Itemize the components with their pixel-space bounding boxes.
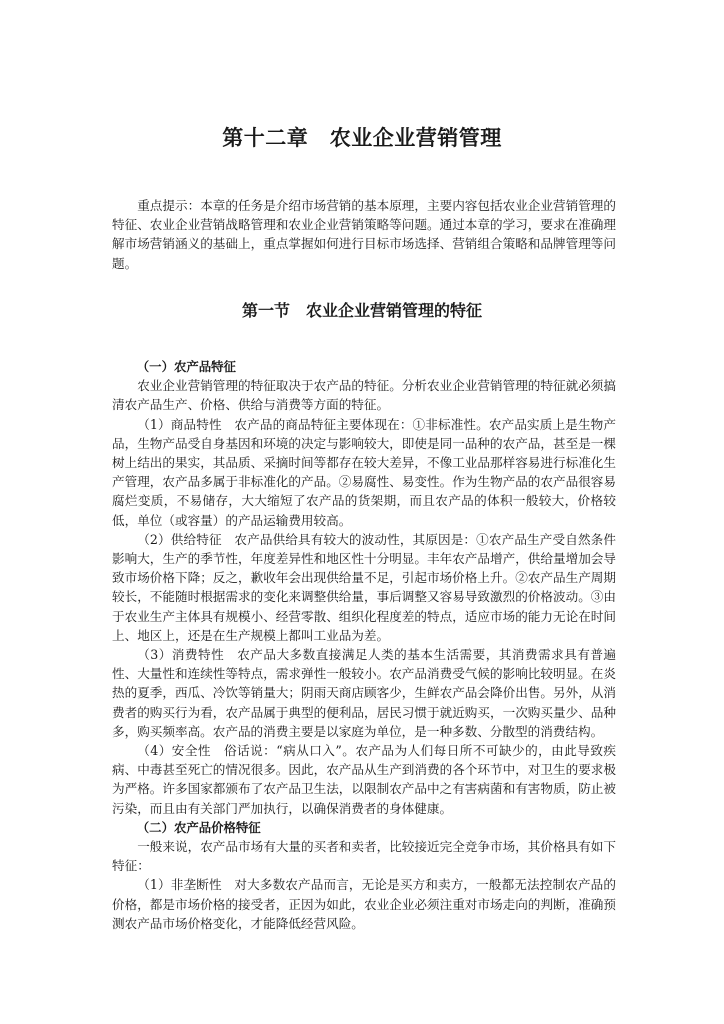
section-body xyxy=(112,357,616,933)
summary-paragraph: 重点提示：本章的任务是介绍市场营销的基本原理，主要内容包括农业企业营销管理的特征、农业企业营销战略管理和农业企业营销策略等问题。通过本章的学习，要求在准确理解市场营销涵义的基础上，重点掌握如何进行目标市场选择、营销组合策略和品牌管理等问题。 xyxy=(112,198,616,271)
paragraph-intro: 农业企业营销管理的特征取决于农产品的特征。分析农业企业营销管理的特征就必须搞清农产品生产、价格、供给与消费等方面的特征。 xyxy=(112,378,616,413)
paragraph-non-monopoly: （1）非垄断性 对大多数农产品而言，无论是买方和卖方，一般都无法控制农产品的价格，都是市场价格的接受者，正因为如此，农业企业必须注重对市场走向的判断，准确预测农产品市场价格变化，才能降低经营风险。 xyxy=(112,877,616,931)
subsection-heading-product-features: （一）农产品特征 xyxy=(136,359,236,374)
paragraph-supply-features: （2）供给特征 农产品供给具有较大的波动性，其原因是：①农产品生产受自然条件影响大，生产的季节性，年度差异性和地区性十分明显。丰年农产品增产，供给量增加会导致市场价格下降；反之，歉收年会出现供给量不足，引起市场价格上升。②农产品生产周期较长，不能随时根据需求的变化来调整供给量，事后调整又容易导致激烈的价格波动。③由于农业生产主体具有规模小、经营零散、组织化程度差的特点，适应市场的能力无论在时间上、地区上，还是在生产规模上都叫工业品为差。 xyxy=(112,531,616,643)
section-title: 第一节 农业企业营销管理的特征 xyxy=(241,301,482,320)
key-points-summary xyxy=(112,196,616,273)
paragraph-commodity-features: （1）商品特性 农产品的商品特征主要体现在：①非标准性。农产品实质上是生物产品，生物产品受自身基因和环境的决定与影响较大，即使是同一品种的农产品，甚至是一棵树上结出的果实，其品质、采摘时间等都存在较大差异，不像工业品那样容易进行标准化生产管理，农产品多属于非标准化的产品。②易腐性、易变性。作为生物产品的农产品很容易腐烂变质，不易储存，大大缩短了农产品的货架期，而且农产品的体积一般较大，价格较低，单位（或容量）的产品运输费用较高。 xyxy=(112,416,616,528)
subsection-heading-price-features: （二）农产品价格特征 xyxy=(136,819,261,835)
paragraph-consumption-features: （3）消费特性 农产品大多数直接满足人类的基本生活需要，其消费需求具有普遍性、大量性和连续性等特点，需求弹性一般较小。农产品消费受气候的影响比较明显。在炎热的夏季，西瓜、冷饮等销量大；阴雨天商店顾客少，生鲜农产品会降价出售。另外，从消费者的购买行为看，农产品属于典型的便利品，居民习惯于就近购买，一次购买量少、品种多，购买频率高。农产品的消费主要是以家庭为单位，是一种多数、分散型的消费结构。 xyxy=(112,647,616,739)
chapter-title: 第十二章 农业企业营销管理 xyxy=(222,126,502,150)
paragraph-price-intro: 一般来说，农产品市场有大量的买者和卖者，比较接近完全竞争市场，其价格具有如下特征： xyxy=(112,839,616,874)
paragraph-safety: （4）安全性 俗话说：“病从口入”。农产品为人们每日所不可缺少的，由此导致疾病、中毒甚至死亡的情况很多。因此，农产品从生产到消费的各个环节中，对卫生的要求极为严格。许多国家都颁布了农产品卫生法，以限制农产品中之有害病菌和有害物质，防止被污染，而且由有关部门严加执行，以确保消费者的身体健康。 xyxy=(112,743,616,816)
